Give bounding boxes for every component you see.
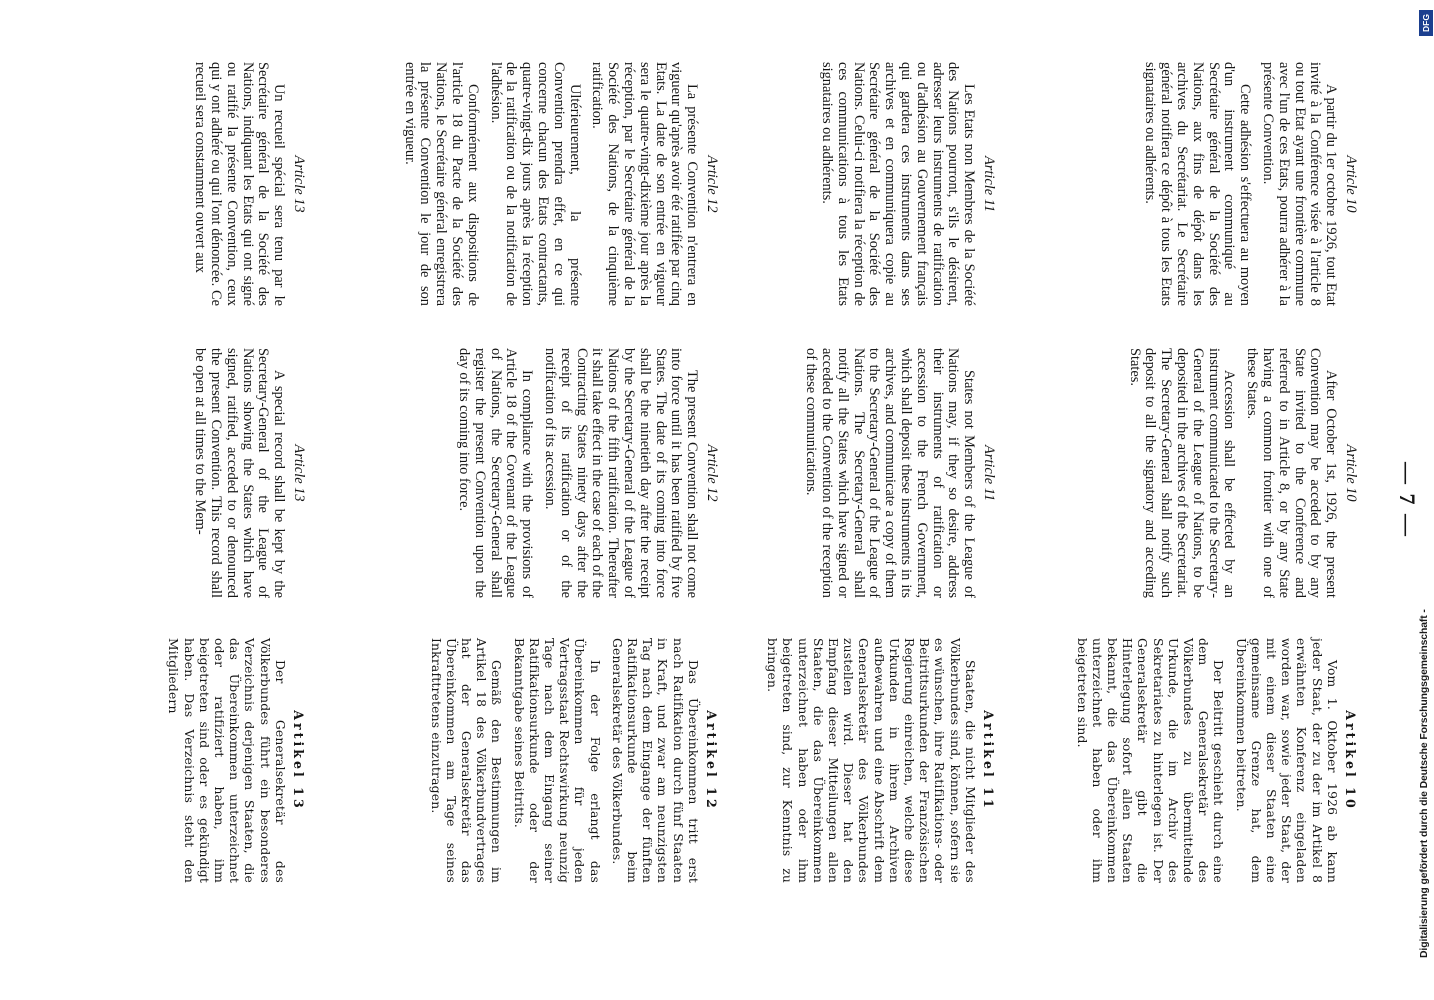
- dfg-logo: [1419, 10, 1433, 36]
- french-column: [191, 62, 306, 306]
- article-paragraph: In compliance with the provisions of Article 18 of the Covenant of the League of Nations, the Secretary-General shall register the present Convention upon the day of its coming into force.: [456, 348, 536, 598]
- french-column: [818, 62, 996, 306]
- article-paragraph: Gemäß den Bestimmungen im Artikel 18 des Völkerbundvertrages hat der Generalsekretär das Übereinkommen am Tage seines Inkrafttretens einzutragen.: [428, 638, 504, 883]
- article-heading: Artikel 10: [1343, 710, 1358, 811]
- article-heading: Article 12: [704, 155, 720, 213]
- german-column: [1073, 638, 1358, 883]
- page-number: — 7 —: [1395, 462, 1420, 538]
- article-paragraph: Der Beitritt geschieht durch eine dem Generalsekretär des Völkerbundes zu übermittelnde Urkunde, die im Archiv des Sekretariates zu hinterlegen ist. Der Generalsekretär gibt die Hinterlegung sofort allen Staaten bekannt, die das Übereinkommen unterzeichnet haben oder ihm beigetreten sind.: [1074, 638, 1226, 883]
- article-heading: Article 11: [981, 444, 997, 502]
- article-paragraph: In der Folge erlangt das Übereinkommen für jeden Vertragsstaat Rechtswirkung neunzig Tage nach dem Eingang seiner Ratifikationsurkunde oder der Bekanntgabe seines Beitritts.: [511, 638, 602, 883]
- digitization-credit: [1418, 10, 1432, 988]
- article-paragraph: Cette adhésion s'effectuera au moyen d'un instrument communiqué au Secrétaire général de la Société des Nations, aux fins de dépôt dans les archives du Secrétariat. Le Secrétaire général notifiera ce dépôt à tous les Etats signataires ou adhérents.: [1142, 62, 1254, 306]
- english-column: [191, 348, 306, 598]
- article-heading: Article 13: [291, 444, 307, 502]
- dfg-logo-text: DFG: [1421, 14, 1432, 32]
- article-paragraph: Vom 1. Oktober 1926 ab kann jeder Staat, der zu der im Artikel 8 erwähnten Konferenz eingeladen worden war, sowie jeder Staat, der mit einem dieser Staaten eine gemeinsame Grenze hat, dem Übereinkommen beitreten.: [1233, 638, 1339, 883]
- article-heading: Article 13: [291, 155, 307, 213]
- german-column: [165, 638, 306, 883]
- article-heading: Artikel 11: [981, 710, 996, 811]
- article-heading: Article 10: [1343, 155, 1359, 213]
- french-column: [401, 62, 719, 306]
- english-column: [802, 348, 996, 598]
- digitization-credit-text: Digitalisierung gefördert durch die Deutsche Forschungsgemeinschaft -: [1419, 609, 1430, 958]
- article-paragraph: Conformément aux dispositions de l'article 18 du Pacte de la Société des Nations, le Secrétaire général enregistrera la présente Convention le jour de son entrée en vigueur.: [401, 62, 481, 306]
- english-column: [1126, 348, 1358, 598]
- article-paragraph: Das Übereinkommen tritt erst nach Ratifikation durch fünf Staaten in Kraft, und zwar am neunzigsten Tag nach dem Eingange der fünften Ratifikationsurkunde beim Generalsekretär des Völkerbundes.: [609, 638, 700, 883]
- article-heading: Artikel 12: [704, 710, 719, 811]
- article-heading: Article 12: [704, 444, 720, 502]
- german-column: [427, 638, 719, 883]
- german-column: [764, 638, 996, 883]
- article-paragraph: La présente Convention n'entrera en vigueur qu'après avoir été ratifiée par cinq Etats. La date de son entrée en vigueur sera le quatre-vingt-dixième jour après la réception, par le Secrétaire général de la Société des Nations, de la cinquième ratification.: [589, 62, 701, 306]
- article-paragraph: Staaten, die nicht Mitglieder des Völkerbundes sind, können, sofern sie es wünschen, ihre Ratifikations- oder Beitrittsurkunden der Französischen Regierung einreichen, welche diese Urkunden in ihrem Archiven aufbewahren und eine Abschrift dem Generalsekretär des Völkerbundes zustellen wird. Dieser hat den Empfang dieser Mitteilungen allen Staaten, die das Übereinkommen unterzeichnet haben oder ihm beigetreten sind, zur Kenntnis zu bringen.: [765, 638, 977, 883]
- article-paragraph: The present Convention shall not come into force until it has been ratified by five States. The date of its coming into force shall be the ninetieth day after the receipt by the Secretary-General of the League of Nations of the fifth ratification. Thereafter it shall take effect in the case of each of the Contracting States ninety days after the receipt of its ratification or of the notification of its accession.: [542, 348, 701, 598]
- article-paragraph: Un recueil spécial sera tenu par le Secrétaire général de la Société des Nations, indiquant les Etats qui ont signé ou ratifié la présente Convention, ceux qui y ont adhéré ou qui l'ont dénoncée. Ce recueil sera constamment ouvert aux: [192, 62, 288, 306]
- article-paragraph: A partir du 1er octobre 1926, tout Etat invité à la Conférence visée à l'article 8 ou tout Etat ayant une frontière commune avec l'un de ces Etats, pourra adhérer à la présente Convention.: [1260, 62, 1340, 306]
- english-column: [455, 348, 719, 598]
- article-paragraph: Accession shall be effected by an instrument communicated to the Secretary-General of the League of Nations, to be deposited in the archives of the Secretariat. The Secretary-General shall notify such deposit to all the signatory and acceding States.: [1126, 348, 1238, 598]
- article-heading: Article 10: [1343, 444, 1359, 502]
- article-heading: Article 11: [981, 155, 997, 213]
- article-paragraph: A special record shall be kept by the Secretary-General of the League of Nations showing the States which have signed, ratified, acceded to or denounced the present Convention. This record shall be open at all times to the Mem-: [192, 348, 288, 598]
- article-paragraph: Ultérieurement, la présente Convention prendra effet, en ce qui concerne chacun des Etats contractants, quatre-vingt-dix jours après la réception de la ratification ou de la notification de l'adhésion.: [487, 62, 583, 306]
- article-heading: Artikel 13: [291, 710, 306, 811]
- article-paragraph: States not Members of the League of Nations may, if they so desire, address their instruments of ratification or accession to the French Government, which shall deposit these instruments in its archives, and communicate a copy of them to the Secretary-General of the League of Nations. The Secretary-General shall notify all the States which have signed or acceded to the Convention of the reception of these communications.: [803, 348, 978, 598]
- article-paragraph: Les Etats non Membres de la Société des Nations pourront, s'ils le désirent, adresser leurs instruments de ratification ou d'adhésion au Gouvernement français qui gardera ces instruments dans ses archives et en communiquera copie au Secrétaire général de la Société des Nations. Celui-ci notifiera la réception de ces communications à tous les Etats signataires ou adhérents.: [819, 62, 978, 306]
- article-paragraph: After October 1st, 1926, the present Convention may be acceded to by any State invited to the Conference and referred to in Article 8, or by any State having a common frontier with one of these States.: [1244, 348, 1340, 598]
- french-column: [1142, 62, 1358, 306]
- article-paragraph: Der Generalsekretär des Völkerbundes führt ein besonderes Verzeichnis derjenigen Staaten, die das Übereinkommen unterzeichnet oder ratifiziert haben, ihm beigetreten sind oder es gekündigt haben. Das Verzeichnis steht den Mitgliedern: [166, 638, 287, 883]
